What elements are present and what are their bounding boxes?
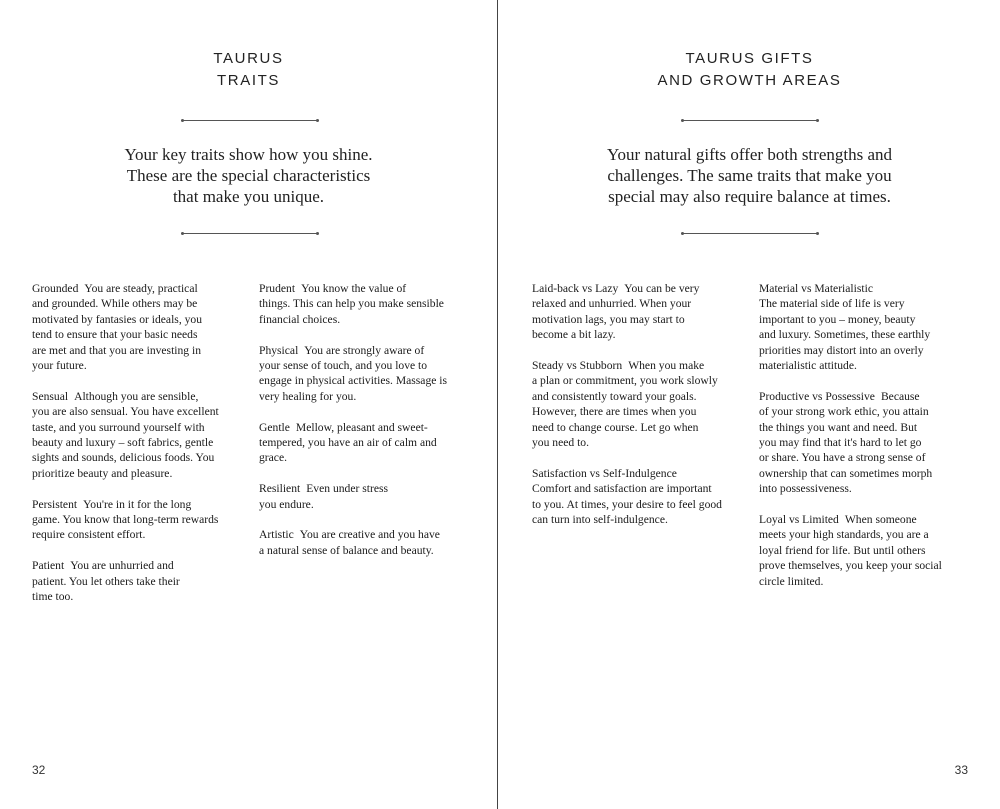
trait-text: or share. You have a strong sense of (759, 451, 926, 465)
trait-text: Even under stress (306, 482, 388, 496)
trait-term: Satisfaction vs Self-Indulgence (532, 466, 677, 480)
top-divider (682, 120, 818, 121)
trait-line (259, 373, 474, 388)
trait-text: You know the value of (301, 282, 407, 295)
trait-line (532, 404, 747, 419)
trait-line (759, 327, 974, 342)
trait-text: You can be very (624, 282, 700, 295)
trait-text: can turn into self-indulgence. (532, 513, 668, 527)
trait-line (259, 420, 474, 435)
trait-line (759, 389, 974, 404)
trait-entry (532, 281, 747, 343)
trait-text: of your strong work ethic, you attain (759, 405, 929, 419)
right-page (499, 0, 1000, 809)
trait-line (759, 450, 974, 465)
trait-term: Gentle (259, 420, 290, 434)
trait-entry (259, 343, 474, 405)
trait-text: you need to. (532, 436, 589, 450)
trait-line (759, 558, 974, 573)
trait-line (259, 481, 474, 496)
trait-line (532, 420, 747, 435)
trait-line (532, 312, 747, 327)
trait-entry (32, 497, 247, 543)
trait-term: Productive vs Possessive (759, 389, 875, 403)
trait-line (532, 389, 747, 404)
trait-term: Physical (259, 343, 299, 357)
trait-text: prioritize beauty and pleasure. (32, 466, 173, 480)
trait-text: When someone (844, 513, 917, 527)
trait-term: Steady vs Stubborn (532, 359, 623, 373)
trait-line (759, 281, 974, 296)
trait-text: you are also sensual. You have excellent (32, 405, 219, 419)
trait-text: Mellow, pleasant and sweet- (295, 420, 428, 434)
traits-column-left (32, 281, 247, 620)
trait-term: Persistent (32, 497, 78, 511)
trait-text: You are strongly aware of (304, 343, 425, 357)
trait-entry (532, 358, 747, 450)
trait-text: are met and that you are investing in (32, 343, 202, 357)
trait-term: Sensual (32, 389, 69, 403)
trait-text: and luxury. Sometimes, these earthly (759, 328, 931, 342)
trait-text: circle limited. (759, 574, 824, 588)
trait-text: sights and sounds, delicious foods. You (32, 451, 215, 465)
page-number: 33 (954, 763, 968, 777)
trait-text: very healing for you. (259, 389, 357, 403)
trait-text: You're in it for the long (83, 497, 192, 511)
gifts-column-right (759, 281, 974, 604)
trait-line (32, 497, 247, 512)
trait-line (259, 389, 474, 404)
trait-line (759, 481, 974, 496)
intro-line: challenges. The same traits that make you (607, 166, 892, 185)
trait-line (32, 296, 247, 311)
trait-line (532, 327, 747, 342)
trait-line (32, 589, 247, 604)
trait-text: When you make (628, 359, 705, 373)
trait-text: Because (880, 389, 920, 403)
trait-term: Loyal vs Limited (759, 513, 839, 527)
trait-entry (32, 558, 247, 604)
heading-line: TAURUS (213, 50, 284, 67)
trait-entry (759, 281, 974, 373)
trait-line (32, 466, 247, 481)
trait-term: Material vs Materialistic (759, 282, 873, 295)
trait-term: Prudent (259, 282, 296, 295)
trait-line (759, 466, 974, 481)
trait-text: into possessiveness. (759, 482, 852, 496)
trait-text: You are creative and you have (299, 528, 440, 542)
trait-entry (759, 512, 974, 589)
trait-text: become a bit lazy. (532, 328, 616, 342)
intro-text (0, 144, 497, 207)
trait-line (32, 404, 247, 419)
trait-line (759, 312, 974, 327)
intro-line: special may also require balance at times. (608, 187, 891, 206)
gifts-column-left (532, 281, 747, 543)
trait-line (759, 358, 974, 373)
trait-text: a plan or commitment, you work slowly (532, 374, 718, 388)
trait-entry (259, 420, 474, 466)
trait-line (32, 574, 247, 589)
trait-text: patient. You let others take their (32, 574, 180, 588)
page-number: 32 (32, 763, 46, 777)
trait-entry (259, 281, 474, 327)
trait-entry (259, 481, 474, 512)
trait-text: things. This can help you make sensible (259, 297, 444, 311)
trait-text: The material side of life is very (759, 297, 905, 311)
trait-entry (532, 466, 747, 528)
trait-line (759, 343, 974, 358)
trait-line (259, 527, 474, 542)
trait-line (32, 312, 247, 327)
heading-line: TRAITS (217, 72, 280, 89)
trait-term: Artistic (259, 528, 294, 542)
trait-line (532, 358, 747, 373)
trait-line (259, 450, 474, 465)
trait-text: materialistic attitude. (759, 359, 857, 373)
trait-entry (32, 281, 247, 373)
trait-text: However, there are times when you (532, 405, 697, 419)
trait-line (259, 312, 474, 327)
trait-line (32, 512, 247, 527)
trait-text: ownership that can sometimes morph (759, 466, 933, 480)
trait-line (32, 527, 247, 542)
trait-line (532, 497, 747, 512)
trait-line (759, 527, 974, 542)
trait-text: important to you – money, beauty (759, 312, 916, 326)
trait-text: to you. At times, your desire to feel good (532, 497, 722, 511)
trait-text: and consistently toward your goals. (532, 389, 697, 403)
bottom-divider (182, 233, 318, 234)
heading-line: TAURUS GIFTS (685, 50, 814, 67)
top-divider (182, 120, 318, 121)
trait-text: taste, and you surround yourself with (32, 420, 205, 434)
trait-text: motivation lags, you may start to (532, 312, 685, 326)
trait-text: loyal friend for life. But until others (759, 543, 926, 557)
intro-line: Your natural gifts offer both strengths and (606, 145, 893, 164)
trait-text: you may find that it's hard to let go (759, 436, 922, 450)
trait-entry (259, 527, 474, 558)
trait-line (32, 558, 247, 573)
intro-line: Your key traits show how you shine. (124, 145, 373, 164)
page-heading (499, 48, 1000, 92)
trait-text: a natural sense of balance and beauty. (259, 543, 434, 557)
trait-line (532, 296, 747, 311)
trait-text: your sense of touch, and you love to (259, 359, 428, 373)
trait-text: game. You know that long-term rewards (32, 513, 219, 527)
trait-line (532, 373, 747, 388)
trait-line (32, 389, 247, 404)
trait-text: tempered, you have an air of calm and (259, 436, 437, 450)
trait-text: time too. (32, 590, 74, 604)
intro-text (499, 144, 1000, 207)
trait-text: need to change course. Let go when (532, 420, 699, 434)
intro-line: These are the special characteristics (126, 166, 371, 185)
trait-line (259, 543, 474, 558)
trait-line (32, 358, 247, 373)
trait-text: Although you are sensible, (74, 389, 199, 403)
trait-text: Comfort and satisfaction are important (532, 482, 712, 496)
page-heading (0, 48, 497, 92)
bottom-divider (682, 233, 818, 234)
trait-line (532, 466, 747, 481)
trait-line (759, 296, 974, 311)
trait-line (259, 281, 474, 296)
trait-line (259, 358, 474, 373)
trait-line (759, 543, 974, 558)
trait-text: meets your high standards, you are a (759, 528, 929, 542)
trait-text: grace. (259, 451, 287, 465)
trait-line (259, 343, 474, 358)
trait-line (759, 512, 974, 527)
trait-text: and grounded. While others may be (32, 297, 198, 311)
trait-term: Laid-back vs Lazy (532, 282, 619, 295)
trait-entry (32, 389, 247, 481)
trait-text: your future. (32, 359, 87, 373)
trait-text: motivated by fantasies or ideals, you (32, 312, 203, 326)
trait-line (32, 327, 247, 342)
trait-text: prove themselves, you keep your social (759, 559, 942, 573)
trait-line (259, 497, 474, 512)
trait-text: You are steady, practical (84, 282, 198, 295)
trait-line (759, 420, 974, 435)
trait-text: beauty and luxury – soft fabrics, gentle (32, 436, 214, 450)
trait-text: relaxed and unhurried. When your (532, 297, 692, 311)
trait-line (32, 450, 247, 465)
trait-line (759, 435, 974, 450)
trait-text: require consistent effort. (32, 528, 146, 542)
trait-entry (759, 389, 974, 497)
trait-line (532, 512, 747, 527)
traits-column-right (259, 281, 474, 574)
intro-line: that make you unique. (172, 187, 325, 206)
trait-line (532, 281, 747, 296)
left-page (0, 0, 498, 809)
trait-term: Grounded (32, 282, 79, 295)
trait-term: Patient (32, 559, 65, 573)
trait-line (532, 435, 747, 450)
trait-line (532, 481, 747, 496)
trait-line (259, 296, 474, 311)
trait-text: the things you want and need. But (759, 420, 918, 434)
trait-term: Resilient (259, 482, 301, 496)
trait-line (759, 404, 974, 419)
trait-text: You are unhurried and (70, 559, 174, 573)
trait-text: financial choices. (259, 312, 341, 326)
trait-text: you endure. (259, 497, 314, 511)
trait-line (32, 343, 247, 358)
trait-line (32, 420, 247, 435)
trait-line (32, 435, 247, 450)
trait-text: engage in physical activities. Massage is (259, 374, 448, 388)
trait-text: priorities may distort into an overly (759, 343, 924, 357)
trait-text: tend to ensure that your basic needs (32, 328, 198, 342)
trait-line (759, 574, 974, 589)
trait-line (259, 435, 474, 450)
trait-line (32, 281, 247, 296)
heading-line: AND GROWTH AREAS (657, 72, 842, 89)
